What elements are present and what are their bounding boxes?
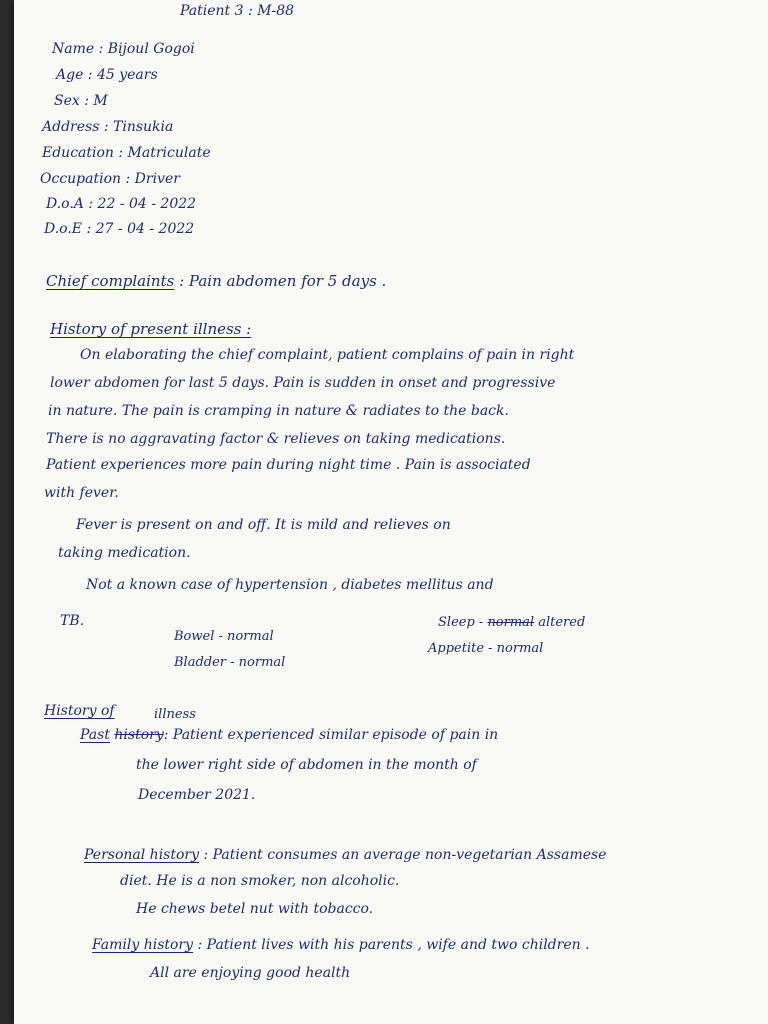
sleep-status: Sleep - normal altered (438, 615, 586, 630)
date-of-examination: D.o.E : 27 - 04 - 2022 (44, 221, 195, 237)
patient-occupation: Occupation : Driver (40, 171, 180, 187)
date-of-admission: D.o.A : 22 - 04 - 2022 (46, 196, 197, 212)
personal-history-line: He chews betel nut with tobacco. (136, 901, 374, 917)
appetite-status: Appetite - normal (428, 641, 544, 656)
past-history-line: : Patient experienced similar episode of pain in (163, 727, 499, 743)
hpi-line: On elaborating the chief complaint, patient complains of pain in right (80, 347, 575, 363)
not-known-case-line: Not a known case of hypertension , diabetes mellitus and (86, 577, 494, 593)
chief-complaints-text: : Pain abdomen for 5 days . (174, 272, 387, 290)
bladder-status: Bladder - normal (174, 655, 286, 670)
bowel-status: Bowel - normal (174, 629, 274, 644)
fever-line: taking medication. (58, 545, 191, 561)
hpi-line: There is no aggravating factor & relieves on taking medications. (46, 431, 506, 447)
past-history-heading-line2 (80, 728, 498, 742)
past-history-line: the lower right side of abdomen in the month of (136, 757, 477, 773)
family-history (92, 938, 590, 952)
past-history-past-word: Past (80, 727, 110, 743)
not-known-case-line: TB. (60, 613, 85, 629)
past-history-inserted-word: illness (154, 707, 196, 722)
patient-address: Address : Tinsukia (42, 119, 174, 135)
patient-age: Age : 45 years (56, 67, 158, 83)
handwritten-case-sheet (14, 0, 768, 1024)
hpi-line: in nature. The pain is cramping in nature & radiates to the back. (48, 403, 509, 419)
fever-line: Fever is present on and off. It is mild and relieves on (76, 517, 451, 533)
personal-history-line: : Patient consumes an average non-vegetarian Assamese (199, 847, 607, 863)
chief-complaints (46, 274, 386, 289)
patient-name: Name : Bijoul Gogoi (52, 41, 195, 57)
hpi-line: with fever. (44, 485, 119, 501)
past-history-heading-line1: History of (44, 703, 115, 719)
past-history-struck-word: history (114, 727, 164, 743)
personal-history-heading: Personal history (84, 847, 200, 863)
hpi-heading: History of present illness : (50, 320, 252, 338)
chief-complaints-heading: Chief complaints (46, 272, 175, 290)
personal-history-line: diet. He is a non smoker, non alcoholic. (120, 873, 400, 889)
family-history-line: : Patient lives with his parents , wife and two children . (193, 937, 590, 953)
patient-sex: Sex : M (54, 93, 108, 109)
patient-id: Patient 3 : M-88 (180, 3, 295, 19)
patient-education: Education : Matriculate (42, 145, 211, 161)
past-history-line: December 2021. (138, 787, 256, 803)
hpi-line: lower abdomen for last 5 days. Pain is sudden in onset and progressive (50, 375, 556, 391)
family-history-line: All are enjoying good health (150, 965, 351, 981)
personal-history (84, 848, 606, 862)
hpi-line: Patient experiences more pain during night time . Pain is associated (46, 457, 531, 473)
family-history-heading: Family history (92, 937, 194, 953)
